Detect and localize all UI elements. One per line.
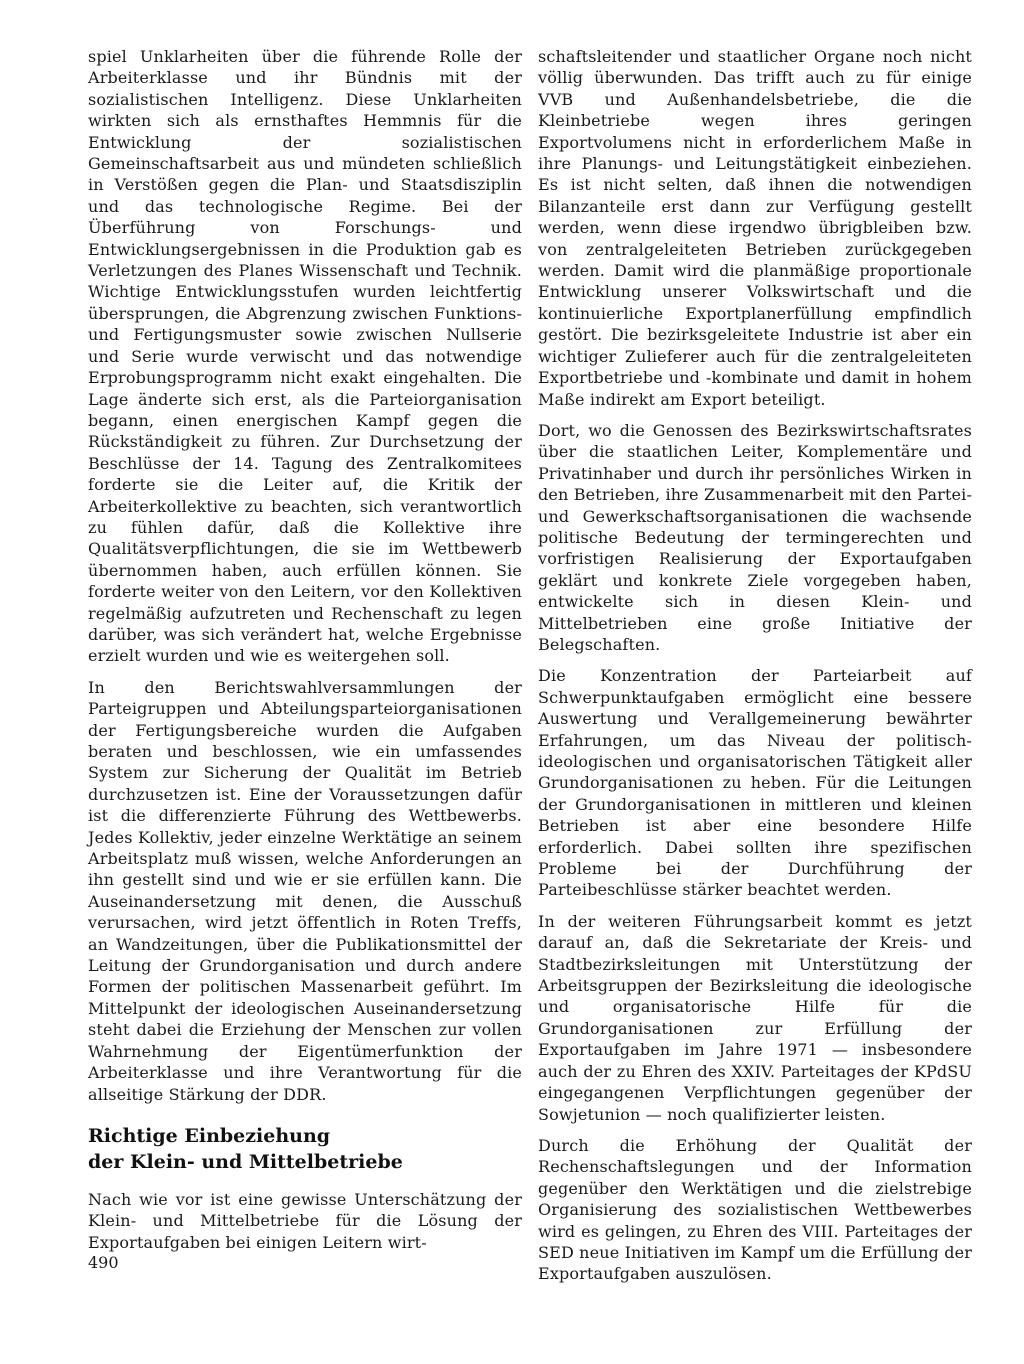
body-paragraph: In den Berichtswahlversammlungen der Parteigruppen und Abteilungsparteiorganisationen der Fertigungsbereiche wurden die Aufgaben beraten und beschlossen, wie ein umfassendes System zur Sicherung der Qualität im Betrieb durchzusetzen ist. Eine der Voraussetzungen dafür ist die differenzierte Führung des Wettbewerbs. Jedes Kollektiv, jeder einzelne Werktätige an seinem Arbeitsplatz muß wissen, welche Anforderungen an ihn gestellt sind und wie er sie erfüllen kann. Die Auseinandersetzung mit denen, die Ausschuß verursachen, wird jetzt öffentlich in Roten Treffs, an Wandzeitungen, über die Publikationsmittel der Leitung der Grundorganisation und durch andere Formen der politischen Massenarbeit geführt. Im Mittelpunkt der ideologischen Auseinandersetzung steht dabei die Erziehung der Menschen zur vollen Wahrnehmung der Eigentümerfunktion der Arbeiterklasse und ihre Verantwortung für die allseitige Stärkung der DDR. [88,677,522,1104]
right-column [538,44,972,1295]
body-paragraph: schaftsleitender und staatlicher Organe noch nicht völlig überwunden. Das trifft auch zu für einige VVB und Außenhandelsbetriebe, die die Kleinbetriebe wegen ihres geringen Exportvolumens nicht in erforderlichem Maße in ihre Planungs- und Leitungstätigkeit einbeziehen. Es ist nicht selten, daß ihnen die notwendigen Bilanzanteile erst dann zur Verfügung gestellt werden, wenn diese irgendwo übrigbleiben bzw. von zentralgeleiteten Betrieben zurückgegeben werden. Damit wird die planmäßige proportionale Entwicklung unserer Volkswirtschaft und die kontinuierliche Exportplanerfüllung empfindlich gestört. Die bezirksgeleitete Industrie ist aber ein wichtiger Zulieferer auch für die zentralgeleiteten Exportbetriebe und -kombinate und damit in hohem Maße indirekt am Export beteiligt. [538,47,972,409]
body-paragraph: Die Konzentration der Parteiarbeit auf Schwerpunktaufgaben ermöglicht eine bessere Auswertung und Verallgemeinerung bewährter Erfahrungen, um das Niveau der politisch-ideologischen und organisatorischen Tätigkeit aller Grundorganisationen zu heben. Für die Leitungen der Grundorganisationen in mittleren und kleinen Betrieben ist aber eine besondere Hilfe erforderlich. Dabei sollten ihre spezifischen Probleme bei der Durchführung der Parteibeschlüsse stärker beachtet werden. [538,666,972,900]
body-paragraph: spiel Unklarheiten über die führende Rolle der Arbeiterklasse und ihr Bündnis mit der sozialistischen Intelligenz. Diese Unklarheiten wirkten sich als ernsthaftes Hemmnis für die Entwicklung der sozialistischen Gemeinschaftsarbeit aus und mündeten schließlich in Verstößen gegen die Plan- und Staatsdisziplin und das technologische Regime. Bei der Überführung von Forschungs- und Entwicklungsergebnissen in die Produktion gab es Verletzungen des Planes Wissenschaft und Technik. Wichtige Entwicklungsstufen wurden leichtfertig übersprungen, die Abgrenzung zwischen Funktions- und Fertigungsmuster sowie zwischen Nullserie und Serie wurde verwischt und das notwendige Erprobungsprogramm nicht exakt eingehalten. Die Lage änderte sich erst, als die Parteiorganisation begann, einen energischen Kampf gegen die Rückständigkeit zu führen. Zur Durchsetzung der Beschlüsse der 14. Tagung des Zentralkomitees forderte sie die Leiter auf, die Kritik der Arbeiterkollektive zu beachten, sich verantwortlich zu fühlen dafür, daß die Kollektive ihre Qualitätsverpflichtungen, die sie im Wettbewerb übernommen haben, auch erfüllen können. Sie forderte weiter von den Leitern, vor den Kollektiven regelmäßig aufzutreten und Rechenschaft zu legen darüber, was sich verändert hat, welche Ergebnisse erzielt wurden und wie es weitergehen soll. [88,47,522,666]
left-column [88,44,522,1263]
section-heading-line: der Klein- und Mittelbetriebe [88,1150,403,1173]
page-number: 490 [88,1253,119,1272]
body-paragraph: In der weiteren Führungsarbeit kommt es jetzt darauf an, daß die Sekretariate der Kreis- und Stadtbezirksleitungen mit Unterstützung der Arbeitsgruppen der Bezirksleitung die ideologische und organisatorische Hilfe für die Grundorganisationen zur Erfüllung der Exportaufgaben im Jahre 1971 — insbesondere auch der zu Ehren des XXIV. Parteitages der KPdSU eingegangenen Verpflichtungen gegenüber der Sowjetunion — noch qualifizierter leisten. [538,911,972,1124]
section-heading [88,1123,522,1175]
body-paragraph: Nach wie vor ist eine gewisse Unterschätzung der Klein- und Mittelbetriebe für die Lösung der Exportaufgaben bei einigen Leitern wirt- [88,1189,522,1252]
section-heading-line: Richtige Einbeziehung [88,1124,331,1147]
body-paragraph: Dort, wo die Genossen des Bezirkswirtschaftsrates über die staatlichen Leiter, Komplementäre und Privatinhaber und durch ihr persönliches Wirken in den Betrieben, ihre Zusammenarbeit mit den Partei- und Gewerkschaftsorganisationen die wachsende politische Bedeutung der termingerechten und vorfristigen Realisierung der Exportaufgaben geklärt und konkrete Ziele vorgegeben haben, entwickelte sich in diesen Klein- und Mittelbetrieben eine große Initiative der Belegschaften. [538,420,972,654]
body-paragraph: Durch die Erhöhung der Qualität der Rechenschaftslegungen und der Information gegenüber den Werktätigen und die zielstrebige Organisierung des sozialistischen Wettbewerbes wird es gelingen, zu Ehren des VIII. Parteitages der SED neue Initiativen im Kampf um die Erfüllung der Exportaufgaben auszulösen. [538,1135,972,1284]
